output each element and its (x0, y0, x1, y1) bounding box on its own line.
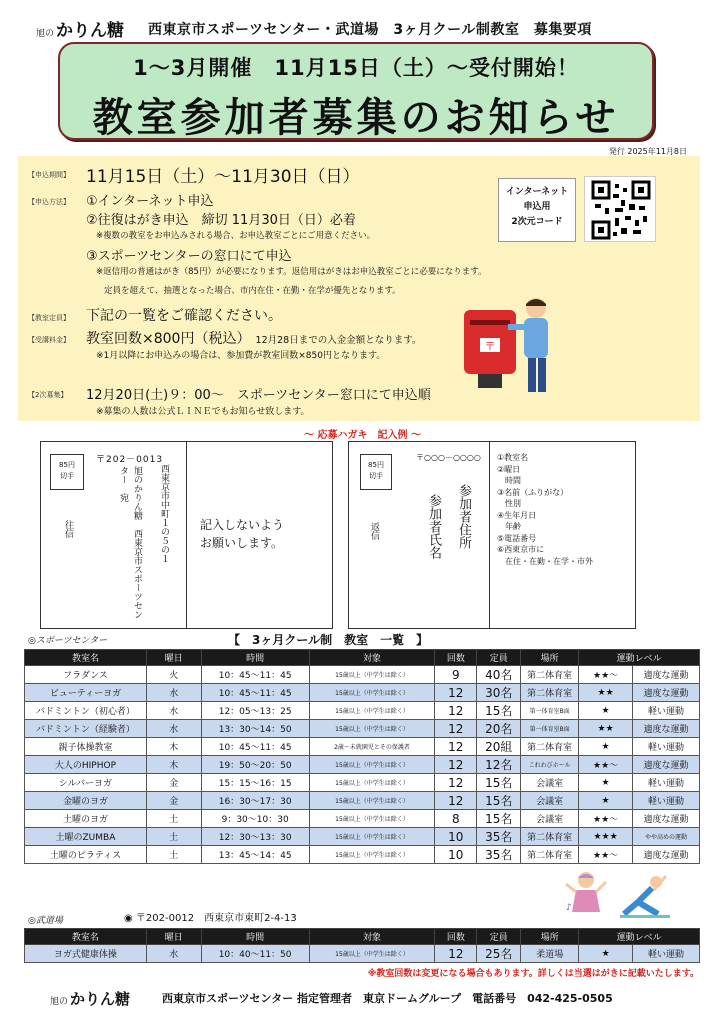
time-cell: 10：45～11：45 (201, 666, 309, 684)
notice-text: ※教室回数は変更になる場合もあります。詳しくは当選はがきに記載いたします。 (367, 969, 699, 979)
place-cell: 第二体育室 (521, 828, 579, 846)
budojo-table (24, 928, 700, 963)
outgoing-note-line1: 記入しないよう (200, 518, 285, 532)
level-text-cell: 軽い運動 (633, 738, 700, 756)
qr-label-line1: インターネット (505, 187, 569, 197)
capacity-cell: 12名 (477, 756, 521, 774)
svg-text:♪: ♪ (566, 903, 572, 913)
col-header: 回数 (435, 929, 477, 945)
postcard-heading: ～ 応募ハガキ 記入例 ～ (304, 430, 421, 441)
table-row (25, 702, 700, 720)
time-cell: 10：45～11：45 (201, 738, 309, 756)
class-name-cell: 土曜のZUMBA (25, 828, 147, 846)
level-stars-cell: ★ (579, 774, 633, 792)
capacity-cell: 25名 (477, 945, 521, 963)
table-row (25, 738, 700, 756)
budojo-header-row (25, 929, 700, 945)
reply-item: ④生年月日 (497, 510, 537, 520)
table-header-row (25, 650, 700, 666)
class-name-cell: フラダンス (25, 666, 147, 684)
location-pin-icon: ◉ (124, 913, 133, 924)
capacity-value: 下記の一覧をご確認ください。 (86, 308, 282, 324)
day-cell: 木 (146, 738, 201, 756)
level-stars-cell: ★★～ (579, 810, 633, 828)
reply-stamp-price: 85円 (368, 461, 384, 469)
fee-tail: 12月28日までの入金金額となります。 (255, 335, 422, 346)
capacity-cell: 35名 (477, 846, 521, 864)
count-cell: 12 (435, 702, 477, 720)
postcard-outgoing-divider (186, 441, 187, 629)
place-cell: 第一体育室B面 (521, 702, 579, 720)
level-text-cell: 適度な運動 (633, 684, 700, 702)
col-header: 回数 (435, 650, 477, 666)
capacity-cell: 15名 (477, 810, 521, 828)
capacity-cell: 20組 (477, 738, 521, 756)
reply-item: 年齢 (497, 522, 521, 531)
class-name-cell: 大人のHIPHOP (25, 756, 147, 774)
footer-text: 西東京市スポーツセンター 指定管理者 東京ドームグループ 電話番号 042-425-0505 (162, 992, 613, 1005)
yoga-illustration-icon (618, 872, 672, 920)
second-note: ※募集の人数は公式ＬＩＮＥでもお知らせ致します。 (96, 407, 310, 417)
dance-illustration-icon (562, 870, 610, 920)
table-title: 【 3ヶ月クール制 教室 一覧 】 (228, 633, 429, 647)
table-row (25, 792, 700, 810)
footer-logo-main: かりん糖 (70, 990, 131, 1008)
col-header: 時間 (201, 650, 309, 666)
table-row (25, 756, 700, 774)
table-row (25, 774, 700, 792)
target-cell: 2歳～未就園児とその保護者 (309, 738, 435, 756)
target-cell: 15歳以上（中学生は除く） (309, 792, 435, 810)
table-row (25, 846, 700, 864)
reply-item: ②曜日 (497, 464, 521, 474)
count-cell: 12 (435, 720, 477, 738)
day-cell: 金 (146, 774, 201, 792)
fee-note: ※1月以降にお申込みの場合は、参加費が教室回数×850円となります。 (96, 351, 386, 361)
time-cell: 15：15～16：15 (201, 774, 309, 792)
reply-item: ⑤電話番号 (497, 533, 537, 543)
header-logo-main: かりん糖 (56, 21, 125, 41)
place-cell: 第一体育室B面 (521, 720, 579, 738)
period-label: 【申込期間】 (28, 171, 70, 179)
page-title: 西東京市スポーツセンター・武道場 3ヶ月クール制教室 募集要項 (148, 22, 592, 38)
level-text-cell: 軽い運動 (633, 792, 700, 810)
target-cell: 15歳以上（中学生は除く） (309, 810, 435, 828)
place-cell: これわびホール (521, 756, 579, 774)
capacity-cell: 20名 (477, 720, 521, 738)
day-cell: 土 (146, 828, 201, 846)
level-stars-cell: ★ (579, 945, 633, 963)
day-cell: 水 (146, 720, 201, 738)
time-cell: 12：05～13：25 (201, 702, 309, 720)
class-name-cell: 金曜のヨガ (25, 792, 147, 810)
level-stars-cell: ★★～ (579, 846, 633, 864)
table-row (25, 666, 700, 684)
time-cell: 13：45～14：45 (201, 846, 309, 864)
reply-item: 時間 (497, 476, 521, 485)
time-cell: 9：30～10：30 (201, 810, 309, 828)
reply-item: ③名前（ふりがな） (497, 487, 569, 497)
class-name-cell: バドミントン（初心者） (25, 702, 147, 720)
capacity-cell: 40名 (477, 666, 521, 684)
issued-date: 発行 2025年11月8日 (608, 147, 687, 156)
level-stars-cell: ★★★ (579, 828, 633, 846)
reply-item: ①教室名 (497, 453, 529, 462)
time-cell: 10：45～11：45 (201, 684, 309, 702)
col-header: 対象 (309, 650, 435, 666)
level-text-cell: 適度な運動 (633, 666, 700, 684)
time-cell: 10：40～11：50 (201, 945, 309, 963)
qr-code-icon[interactable] (584, 176, 656, 242)
count-cell: 12 (435, 684, 477, 702)
level-stars-cell: ★ (579, 738, 633, 756)
second-value: 12月20日(土)９：00～ スポーツセンター窓口にて申込順 (86, 388, 431, 403)
hero-title: 教室参加者募集のお知らせ (92, 95, 620, 141)
class-name-cell: バドミントン（経験者） (25, 720, 147, 738)
method-window: ③スポーツセンターの窓口にて申込 (86, 249, 292, 264)
outgoing-side-label: 往信 (63, 520, 73, 538)
level-stars-cell: ★★ (579, 684, 633, 702)
reply-item: 在住・在勤・在学・市外 (497, 556, 593, 566)
level-text-cell: 適度な運動 (633, 720, 700, 738)
capacity-cell: 35名 (477, 828, 521, 846)
target-cell: 15歳以上（中学生は除く） (309, 720, 435, 738)
level-text-cell: 軽い運動 (633, 702, 700, 720)
class-name-cell: シルバーヨガ (25, 774, 147, 792)
stamp-box-outgoing (50, 454, 84, 490)
fee-formula: 教室回数×800円（税込） (86, 331, 251, 347)
count-cell: 8 (435, 810, 477, 828)
time-cell: 12：30～13：30 (201, 828, 309, 846)
method-label: 【申込方法】 (28, 198, 70, 206)
table-row (25, 720, 700, 738)
col-header: 運動レベル (579, 650, 700, 666)
reply-name: 参加者氏名 (426, 494, 441, 559)
target-cell: 15歳以上（中学生は除く） (309, 684, 435, 702)
table-row (25, 684, 700, 702)
svg-text:〒: 〒 (484, 340, 496, 353)
place-cell: 柔道場 (521, 945, 579, 963)
qr-label-line3: 2次元コード (511, 217, 563, 227)
count-cell: 10 (435, 828, 477, 846)
fee-value (86, 328, 421, 348)
class-name-cell: ヨガ式健康体操 (25, 945, 147, 963)
hero-banner (58, 42, 654, 140)
footer-logo-small: 旭の (50, 997, 69, 1007)
day-cell: 土 (146, 846, 201, 864)
class-name-cell: 土曜のピラティス (25, 846, 147, 864)
postcard-reply-divider (489, 441, 490, 629)
table-row (25, 945, 700, 963)
place-cell: 第二体育室 (521, 666, 579, 684)
sports-center-table (24, 649, 700, 864)
target-cell: 15歳以上（中学生は除く） (309, 666, 435, 684)
level-stars-cell: ★★～ (579, 756, 633, 774)
reply-stamp-text: 切手 (369, 472, 383, 480)
second-label: 【2次募集】 (28, 391, 68, 399)
class-name-cell: 土曜のヨガ (25, 810, 147, 828)
fee-label: 【受講料金】 (28, 336, 70, 344)
col-header: 定員 (477, 929, 521, 945)
level-stars-cell: ★★ (579, 720, 633, 738)
target-cell: 15歳以上（中学生は除く） (309, 846, 435, 864)
reply-items-list (497, 452, 593, 567)
time-cell: 19：50～20：50 (201, 756, 309, 774)
header-logo-small: 旭の (36, 29, 55, 39)
count-cell: 12 (435, 756, 477, 774)
period-value: 11月15日（土）～11月30日（日） (86, 167, 360, 187)
count-cell: 12 (435, 738, 477, 756)
outgoing-recipient: 旭のかりん糖 西東京市スポーツセンター 宛 (118, 466, 142, 619)
col-header: 教室名 (25, 929, 147, 945)
day-cell: 水 (146, 684, 201, 702)
day-cell: 火 (146, 666, 201, 684)
reply-item: ⑥西東京市に (497, 545, 545, 554)
stamp-box-reply (360, 454, 392, 490)
budojo-address-text: 〒202-0012 西東京市東町2-4-13 (135, 913, 297, 924)
budojo-label: ◎武道場 (28, 916, 63, 926)
budojo-address (124, 909, 297, 924)
target-cell: 15歳以上（中学生は除く） (309, 774, 435, 792)
header-logo (36, 16, 124, 41)
capacity-cell: 30名 (477, 684, 521, 702)
stamp-price: 85円 (59, 461, 75, 469)
col-header: 運動レベル (579, 929, 700, 945)
level-stars-cell: ★★～ (579, 666, 633, 684)
target-cell: 15歳以上（中学生は除く） (309, 702, 435, 720)
level-text-cell: 適度な運動 (633, 810, 700, 828)
class-name-cell: 親子体操教室 (25, 738, 147, 756)
capacity-label: 【教室定員】 (28, 314, 70, 322)
reply-address: 参加者住所 (456, 484, 471, 549)
level-text-cell: 軽い運動 (633, 774, 700, 792)
col-header: 曜日 (146, 650, 201, 666)
day-cell: 土 (146, 810, 201, 828)
col-header: 場所 (521, 929, 579, 945)
class-name-cell: ビューティーヨガ (25, 684, 147, 702)
outgoing-note-line2: お願いします。 (200, 536, 284, 550)
time-cell: 16：30～17：30 (201, 792, 309, 810)
place-cell: 会議室 (521, 774, 579, 792)
mailbox-illustration-icon (462, 296, 562, 396)
day-cell: 木 (146, 756, 201, 774)
target-cell: 15歳以上（中学生は除く） (309, 756, 435, 774)
table-row (25, 810, 700, 828)
time-cell: 13：30～14：50 (201, 720, 309, 738)
place-cell: 第二体育室 (521, 684, 579, 702)
level-stars-cell: ★ (579, 792, 633, 810)
count-cell: 10 (435, 846, 477, 864)
level-text-cell: 適度な運動 (633, 846, 700, 864)
method-internet: ①インターネット申込 (86, 194, 214, 209)
place-cell: 会議室 (521, 792, 579, 810)
footer-logo (50, 988, 130, 1009)
count-cell: 12 (435, 792, 477, 810)
capacity-cell: 15名 (477, 774, 521, 792)
col-header: 曜日 (146, 929, 201, 945)
outgoing-zip: 〒202－0013 (96, 455, 164, 465)
level-text-cell: 適度な運動 (633, 756, 700, 774)
col-header: 定員 (477, 650, 521, 666)
level-text-cell: やや高めの運動 (633, 828, 700, 846)
table-row (25, 828, 700, 846)
target-cell: 15歳以上（中学生は除く） (309, 945, 435, 963)
place-cell: 会議室 (521, 810, 579, 828)
col-header: 場所 (521, 650, 579, 666)
level-stars-cell: ★ (579, 702, 633, 720)
target-cell: 15歳以上（中学生は除く） (309, 828, 435, 846)
place-cell: 第二体育室 (521, 738, 579, 756)
col-header: 教室名 (25, 650, 147, 666)
method-window-note2: 定員を超えて、抽選となった場合、市内在住・在勤・在学が優先となります。 (104, 286, 401, 296)
count-cell: 9 (435, 666, 477, 684)
stamp-text: 切手 (60, 472, 74, 480)
day-cell: 水 (146, 702, 201, 720)
col-header: 対象 (309, 929, 435, 945)
place-cell: 第二体育室 (521, 846, 579, 864)
method-window-note1: ※返信用の普通はがき（85円）が必要になります。返信用はがきはお申込教室ごとに必要になります。 (96, 267, 487, 277)
qr-label-line2: 申込用 (523, 202, 551, 212)
sports-center-label: ◎スポーツセンター (28, 636, 108, 646)
reply-side-label: 返信 (369, 522, 379, 540)
outgoing-address: 西東京市中町１の５の１ (159, 464, 169, 563)
capacity-cell: 15名 (477, 792, 521, 810)
hero-subtitle: 1～3月開催 11月15日（土）～受付開始！ (133, 56, 579, 80)
reply-item: 性別 (497, 499, 521, 508)
capacity-cell: 15名 (477, 702, 521, 720)
outgoing-note (200, 516, 284, 552)
count-cell: 12 (435, 945, 477, 963)
level-text-cell: 軽い運動 (633, 945, 700, 963)
method-postcard: ②往復はがき申込 締切 11月30日（日）必着 (86, 213, 356, 228)
method-postcard-note: ※複数の教室をお申込みされる場合、お申込教室ごとにご用意ください。 (96, 231, 376, 241)
day-cell: 水 (146, 945, 201, 963)
qr-label-box (498, 178, 576, 242)
day-cell: 金 (146, 792, 201, 810)
reply-zip: 〒○○○－○○○○ (416, 453, 481, 462)
col-header: 時間 (201, 929, 309, 945)
count-cell: 12 (435, 774, 477, 792)
